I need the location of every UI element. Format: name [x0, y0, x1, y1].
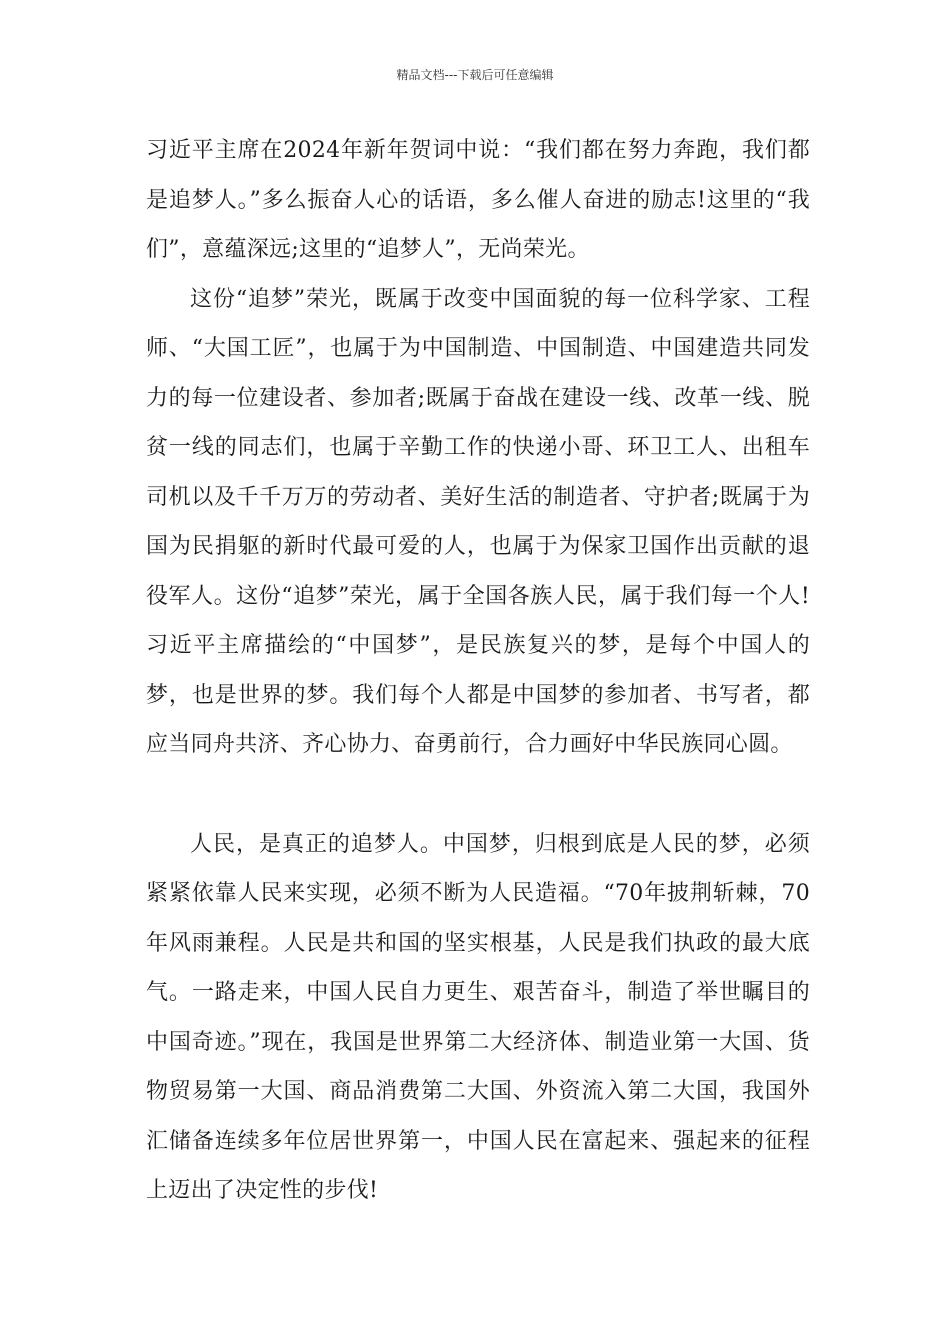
paragraph-2: 这份“追梦”荣光，既属于改变中国面貌的每一位科学家、工程师、“大国工匠”，也属于为中国制造、中国制造、中国建造共同发力的每一位建设者、参加者;既属于奋战在建设一线、改革一线、脱贫一线的同志们，也属于辛勤工作的快递小哥、环卫工人、出租车司机以及千千万万的劳动者、美好生活的制造者、守护者;既属于为国为民捐躯的新时代最可爱的人，也属于为保家卫国作出贡献的退役军人。这份“追梦”荣光，属于全国各族人民，属于我们每一个人!习近平主席描绘的“中国梦”，是民族复兴的梦，是每个中国人的梦，也是世界的梦。我们每个人都是中国梦的参加者、书写者，都应当同舟共济、齐心协力、奋勇前行，合力画好中华民族同心圆。 [146, 286, 810, 757]
paragraph-3: 人民，是真正的追梦人。中国梦，归根到底是人民的梦，必须紧紧依靠人民来实现，必须不断为人民造福。“70年披荆斩棘，70年风雨兼程。人民是共和国的坚实根基，人民是我们执政的最大底气。一路走来，中国人民自力更生、艰苦奋斗，制造了举世瞩目的中国奇迹。”现在，我国是世界第二大经济体、制造业第一大国、货物贸易第一大国、商品消费第二大国、外资流入第二大国，我国外汇储备连续多年位居世界第一，中国人民在富起来、强起来的征程上迈出了决定性的步伐! [146, 831, 810, 1203]
page-header: 精品文档---下载后可任意编辑 [396, 68, 554, 82]
paragraph-1: 习近平主席在2024年新年贺词中说：“我们都在努力奔跑，我们都是追梦人。”多么振奋人心的话语，多么催人奋进的励志!这里的“我们”，意蕴深远;这里的“追梦人”，无尚荣光。 [146, 138, 810, 262]
paragraph-gap [146, 770, 810, 820]
document-body [146, 126, 810, 1216]
